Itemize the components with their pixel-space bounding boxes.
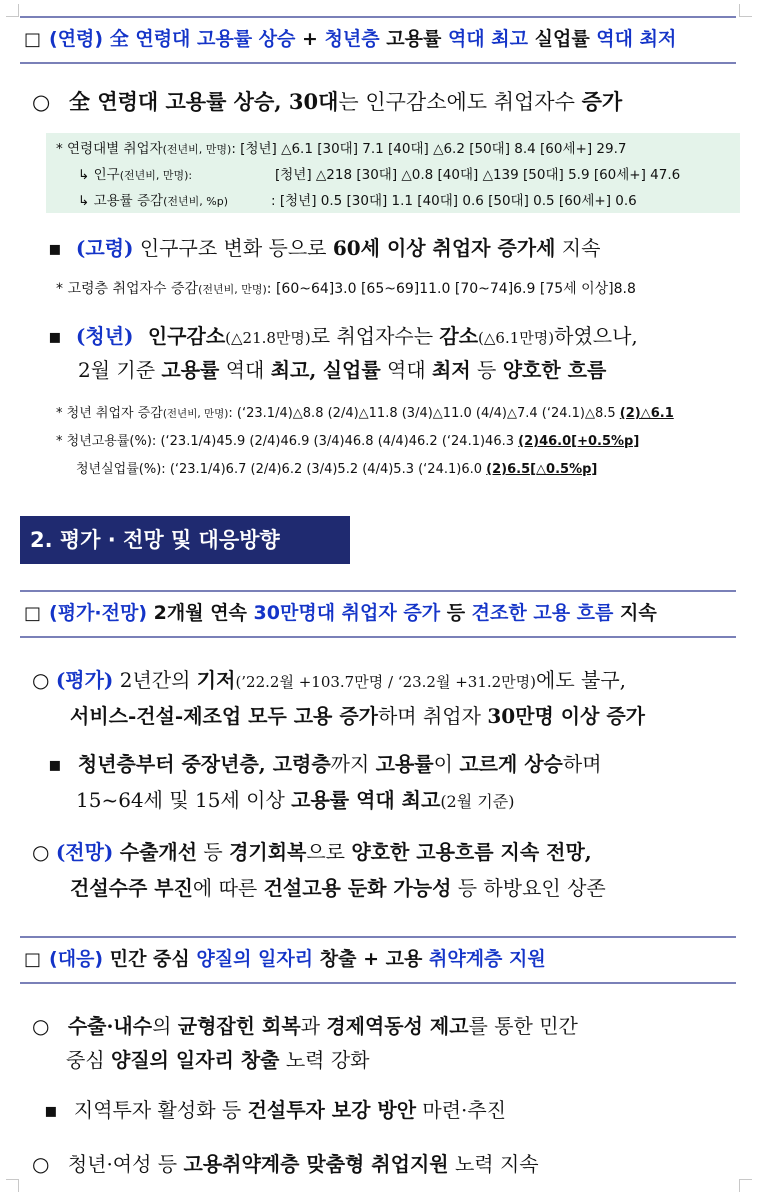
circle-bullet-icon: ○ bbox=[32, 1152, 50, 1176]
bullet-response-construction: ▪ 지역투자 활성화 등 건설투자 보강 방안 마련·추진 bbox=[44, 1098, 507, 1122]
stats-row-employed: * 연령대별 취업자(전년비, 만명): [청년] △6.1 [30대] 7.1 [40대] △6.2 [50대] 8.4 [60세+] 29.7 bbox=[56, 141, 627, 157]
stats-row-rate-change: ↳ 고용률 증감(전년비, %p) : [청년] 0.5 [30대] 1.1 [40대] 0.6 [50대] 0.5 [60세+] 0.6 bbox=[78, 193, 637, 209]
outlook-line-2: 건설수주 부진에 따른 건설고용 둔화 가능성 등 하방요인 상존 bbox=[70, 876, 606, 900]
bullet-youth: ▪ (청년) 인구감소(△21.8만명)로 취업자수는 감소(△6.1만명)하였으나, bbox=[48, 324, 638, 348]
note-youth-employed: * 청년 취업자 증감(전년비, 만명): (‘23.1/4)△8.8 (2/4)△11.8 (3/4)△11.0 (4/4)△7.4 (‘24.1)△8.5 (2)△6.1 bbox=[56, 406, 674, 421]
bullet-outlook: ○ (전망) 수출개선 등 경기회복으로 양호한 고용흐름 지속 전망, bbox=[32, 840, 592, 864]
response-private-line-2: 중심 양질의 일자리 창출 노력 강화 bbox=[66, 1048, 370, 1072]
page-corner-mark bbox=[739, 4, 752, 17]
page-corner-mark bbox=[6, 4, 19, 17]
bullet-evaluation-detail: ▪ 청년층부터 중장년층, 고령층까지 고용률이 고르게 상승하며 bbox=[48, 752, 602, 776]
circle-bullet-icon: ○ bbox=[32, 668, 50, 692]
note-youth-unemployment-rate: 청년실업률(%): (‘23.1/4)6.7 (2/4)6.2 (3/4)5.2 (4/4)5.3 (‘24.1)6.0 (2)6.5[△0.5%p] bbox=[76, 462, 598, 477]
square-bullet-icon: ▪ bbox=[44, 1098, 58, 1122]
bullet-all-ages: ○ 全 연령대 고용률 상승, 30대는 인구감소에도 취업자수 증가 bbox=[32, 89, 623, 114]
bullet-elderly: ▪ (고령) 인구구조 변화 등으로 60세 이상 취업자 증가세 지속 bbox=[48, 236, 601, 260]
square-bullet-icon: ▪ bbox=[48, 236, 62, 260]
note-youth-employment-rate: * 청년고용률(%): (‘23.1/4)45.9 (2/4)46.9 (3/4)46.8 (4/4)46.2 (‘24.1)46.3 (2)46.0[+0.5%p] bbox=[56, 434, 640, 449]
stats-row-population: ↳ 인구(전년비, 만명): [청년] △218 [30대] △0.8 [40대] △139 [50대] 5.9 [60세+] 47.6 bbox=[78, 167, 681, 183]
page-corner-mark bbox=[739, 1179, 752, 1192]
bullet-evaluation: ○ (평가) 2년간의 기저(’22.2월 +103.7만명 / ‘23.2월 +31.2만명)에도 불구, bbox=[32, 668, 627, 692]
section-banner-evaluation: 2. 평가 · 전망 및 대응방향 bbox=[20, 516, 350, 564]
youth-line-2: 2월 기준 고용률 역대 최고, 실업률 역대 최저 등 양호한 흐름 bbox=[78, 358, 607, 382]
checkbox-square-icon: □ bbox=[24, 29, 42, 50]
section-heading-response: □ (대응) 민간 중심 양질의 일자리 창출 + 고용 취약계층 지원 bbox=[20, 936, 736, 984]
circle-bullet-icon: ○ bbox=[32, 840, 50, 864]
page-corner-mark bbox=[6, 1179, 19, 1192]
bullet-response-private: ○ 수출·내수의 균형잡힌 회복과 경제역동성 제고를 통한 민간 bbox=[32, 1014, 578, 1038]
section-heading-age: □ (연령) 全 연령대 고용률 상승 + 청년층 고용률 역대 최고 실업률 역대 최저 bbox=[20, 16, 736, 64]
evaluation-detail-line-2: 15~64세 및 15세 이상 고용률 역대 최고(2월 기준) bbox=[76, 788, 515, 812]
checkbox-square-icon: □ bbox=[24, 949, 42, 970]
section-heading-evaluation: □ (평가·전망) 2개월 연속 30만명대 취업자 증가 등 견조한 고용 흐름 지속 bbox=[20, 590, 736, 638]
bullet-response-vulnerable: ○ 청년·여성 등 고용취약계층 맞춤형 취업지원 노력 지속 bbox=[32, 1152, 539, 1176]
circle-bullet-icon: ○ bbox=[32, 90, 51, 114]
square-bullet-icon: ▪ bbox=[48, 324, 62, 348]
circle-bullet-icon: ○ bbox=[32, 1014, 50, 1038]
checkbox-square-icon: □ bbox=[24, 603, 42, 624]
note-elderly-employed: * 고령층 취업자수 증감(전년비, 만명): [60~64]3.0 [65~69]11.0 [70~74]6.9 [75세 이상]8.8 bbox=[56, 281, 636, 297]
evaluation-line-2: 서비스-건설-제조업 모두 고용 증가하며 취업자 30만명 이상 증가 bbox=[70, 704, 645, 728]
square-bullet-icon: ▪ bbox=[48, 752, 62, 776]
